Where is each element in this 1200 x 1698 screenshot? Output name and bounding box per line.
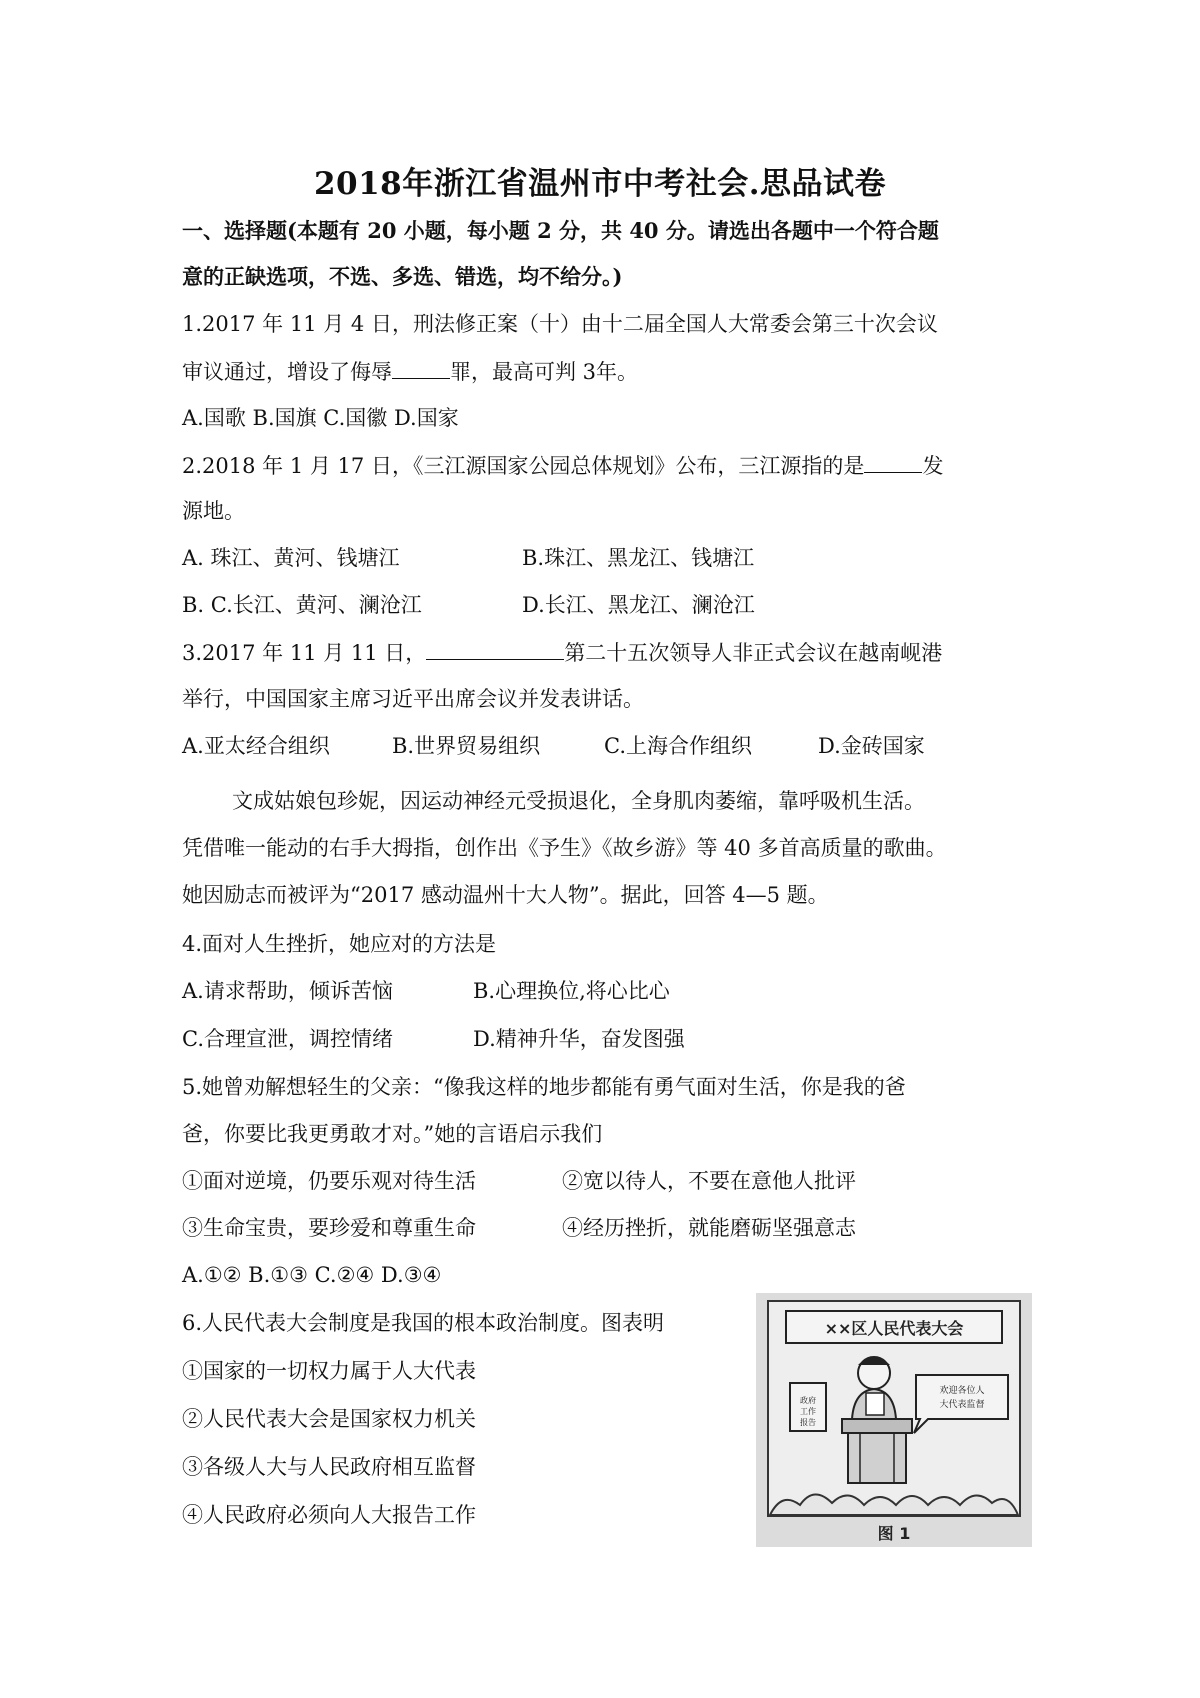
q1-blank xyxy=(392,356,450,379)
podium-top xyxy=(842,1419,912,1433)
q3-line1-part2: 第二十五次领导人非正式会议在越南岘港 xyxy=(564,641,943,665)
q6-item4: ④人民政府必须向人大报告工作 xyxy=(182,1503,476,1527)
q4-stem: 4.面对人生挫折，她应对的方法是 xyxy=(182,932,497,956)
q2-blank xyxy=(864,450,922,473)
q3-option-a: A.亚太经合组织 xyxy=(182,734,330,758)
q5-item1: ①面对逆境，仍要乐观对待生活 xyxy=(182,1169,476,1193)
speaker-paper xyxy=(866,1393,884,1415)
q5-item4: ④经历挫折，就能磨砺坚强意志 xyxy=(562,1216,856,1240)
q5-item3: ③生命宝贵，要珍爱和尊重生命 xyxy=(182,1216,476,1240)
q1-options: A.国歌 B.国旗 C.国徽 D.国家 xyxy=(182,406,459,430)
q1-line2-part1: 审议通过，增设了侮辱 xyxy=(182,360,392,384)
q6-item2: ②人民代表大会是国家权力机关 xyxy=(182,1407,476,1431)
q3-option-b: B.世界贸易组织 xyxy=(392,734,541,758)
q3-blank xyxy=(426,637,564,660)
passage-line3: 她因励志而被评为“2017 感动温州十大人物”。据此，回答 4—5 题。 xyxy=(182,883,829,907)
passage-line1: 文成姑娘包珍妮，因运动神经元受损退化，全身肌肉萎缩，靠呼吸机生活。 xyxy=(232,789,925,813)
q1-line2 xyxy=(182,356,638,387)
q4-option-c: C.合理宣泄，调控情绪 xyxy=(182,1027,393,1051)
q2-line2: 源地。 xyxy=(182,499,245,523)
q2-option-b: B.珠江、黑龙江、钱塘江 xyxy=(522,546,755,570)
q6-item3: ③各级人大与人民政府相互监督 xyxy=(182,1455,476,1479)
q2-option-c: B. C.长江、黄河、澜沧江 xyxy=(182,593,422,617)
q2-option-a: A. 珠江、黄河、钱塘江 xyxy=(182,546,400,570)
q3-option-c: C.上海合作组织 xyxy=(604,734,752,758)
figure-caption: 图 1 xyxy=(877,1524,911,1543)
report-sign-text: 政府工作报告 xyxy=(800,1396,816,1427)
q6-stem: 6.人民代表大会制度是我国的根本政治制度。图表明 xyxy=(182,1311,665,1335)
q1-line1: 1.2017 年 11 月 4 日，刑法修正案（十）由十二届全国人大常委会第三十次会议 xyxy=(182,312,938,336)
q5-line2: 爸，你要比我更勇敢才对。”她的言语启示我们 xyxy=(182,1122,603,1146)
q1-line2-part2: 罪，最高可判 3年。 xyxy=(450,360,639,384)
q4-option-b: B.心理换位,将心比心 xyxy=(473,979,670,1003)
q2-line1-part1: 2.2018 年 1 月 17 日，《三江源国家公园总体规划》公布，三江源指的是 xyxy=(182,454,865,478)
speech-bubble-text: 欢迎各位人大代表监督 xyxy=(939,1386,985,1410)
q3-line1-part1: 3.2017 年 11 月 11 日， xyxy=(182,641,427,665)
q5-options: A.①② B.①③ C.②④ D.③④ xyxy=(182,1263,442,1287)
banner-text: ××区人民代表大会 xyxy=(824,1319,964,1338)
q2-line1-part2: 发 xyxy=(922,454,944,478)
q5-item2: ②宽以待人，不要在意他人批评 xyxy=(562,1169,856,1193)
section-instruction-line2: 意的正缺选项，不选、多选、错选，均不给分。) xyxy=(182,264,623,289)
q4-option-a: A.请求帮助，倾诉苦恼 xyxy=(182,979,393,1003)
passage-line2: 凭借唯一能动的右手大拇指，创作出《予生》《故乡游》等 40 多首高质量的歌曲。 xyxy=(182,836,947,860)
q3-line1 xyxy=(182,637,942,668)
q5-line1: 5.她曾劝解想轻生的父亲：“像我这样的地步都能有勇气面对生活，你是我的爸 xyxy=(182,1075,906,1099)
q4-option-d: D.精神升华，奋发图强 xyxy=(473,1027,685,1051)
exam-title: 2018年浙江省温州市中考社会.思品试卷 xyxy=(313,166,887,202)
q2-option-d: D.长江、黑龙江、澜沧江 xyxy=(522,593,755,617)
q6-item1: ①国家的一切权力属于人大代表 xyxy=(182,1359,476,1383)
q3-option-d: D.金砖国家 xyxy=(818,734,925,758)
q3-line2: 举行，中国国家主席习近平出席会议并发表讲话。 xyxy=(182,687,644,711)
figure-1-cartoon xyxy=(756,1293,1032,1547)
section-instruction-line1: 一、选择题(本题有 20 小题，每小题 2 分，共 40 分。请选出各题中一个符合题 xyxy=(182,218,939,243)
q2-line1 xyxy=(182,450,943,481)
podium-base xyxy=(848,1433,906,1483)
